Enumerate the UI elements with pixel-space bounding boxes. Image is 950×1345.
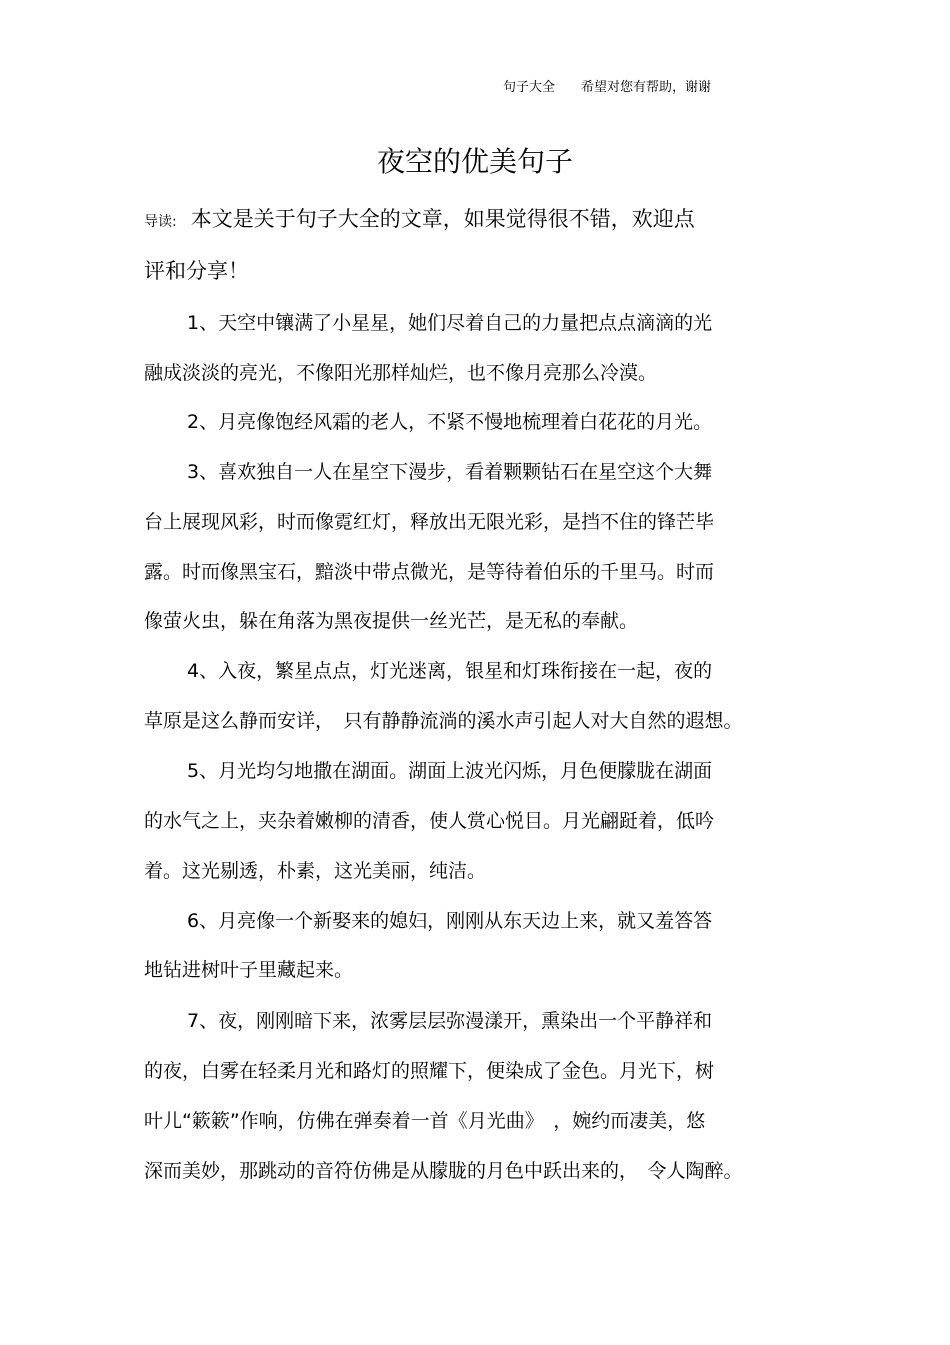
intro-label: 导读: xyxy=(144,214,177,230)
paragraph-7-line-2: 的夜，白雾在轻柔月光和路灯的照耀下，便染成了金色。月光下，树 xyxy=(144,1060,715,1082)
intro-line-2: 评和分享！ xyxy=(144,259,249,283)
paragraph-7-line-4: 深而美妙，那跳动的音符仿佛是从朦胧的月色中跃出来的， 令人陶醉。 xyxy=(144,1160,743,1182)
paragraph-2-line-1: 2、月亮像饱经风霜的老人，不紧不慢地梳理着白花花的月光。 xyxy=(187,411,713,433)
paragraph-3-line-2: 台上展现风彩，时而像霓红灯，释放出无限光彩，是挡不住的锋芒毕 xyxy=(144,511,715,533)
intro-text-1: 本文是关于句子大全的文章，如果觉得很不错，欢迎点 xyxy=(190,207,695,231)
paragraph-1-line-2: 融成淡淡的亮光，不像阳光那样灿烂，也不像月亮那么冷漠。 xyxy=(144,362,658,384)
page-header: 句子大全 希望对您有帮助，谢谢 xyxy=(503,80,712,95)
paragraph-3-line-4: 像萤火虫，躲在角落为黑夜提供一丝光芒，是无私的奉献。 xyxy=(144,610,639,632)
paragraph-4-line-1: 4、入夜，繁星点点，灯光迷离，银星和灯珠衔接在一起，夜的 xyxy=(187,660,713,682)
paragraph-7-line-1: 7、夜，刚刚暗下来，浓雾层层弥漫漾开，熏染出一个平静祥和 xyxy=(187,1010,713,1032)
paragraph-5-line-2: 的水气之上，夹杂着嫩柳的清香，使人赏心悦目。月光翩跹着，低吟 xyxy=(144,810,715,832)
intro-line-1 xyxy=(144,203,695,233)
paragraph-5-line-1: 5、月光均匀地撒在湖面。湖面上波光闪烁，月色便朦胧在湖面 xyxy=(187,760,713,782)
paragraph-3-line-1: 3、喜欢独自一人在星空下漫步，看着颗颗钻石在星空这个大舞 xyxy=(187,461,713,483)
paragraph-6-line-2: 地钻进树叶子里藏起来。 xyxy=(144,959,354,981)
document-title: 夜空的优美句子 xyxy=(376,145,573,178)
paragraph-4-line-2: 草原是这么静而安详， 只有静静流淌的溪水声引起人对大自然的遐想。 xyxy=(144,710,743,732)
paragraph-5-line-3: 着。这光剔透，朴素，这光美丽，纯洁。 xyxy=(144,860,487,882)
paragraph-3-line-3: 露。时而像黑宝石，黯淡中带点微光，是等待着伯乐的千里马。时而 xyxy=(144,561,715,583)
paragraph-1-line-1: 1、天空中镶满了小星星，她们尽着自己的力量把点点滴滴的光 xyxy=(187,312,713,334)
paragraph-7-line-3: 叶儿“簌簌”作响，仿佛在弹奏着一首《月光曲》 ，婉约而凄美，悠 xyxy=(144,1110,706,1132)
paragraph-6-line-1: 6、月亮像一个新娶来的媳妇，刚刚从东天边上来，就又羞答答 xyxy=(187,910,713,932)
